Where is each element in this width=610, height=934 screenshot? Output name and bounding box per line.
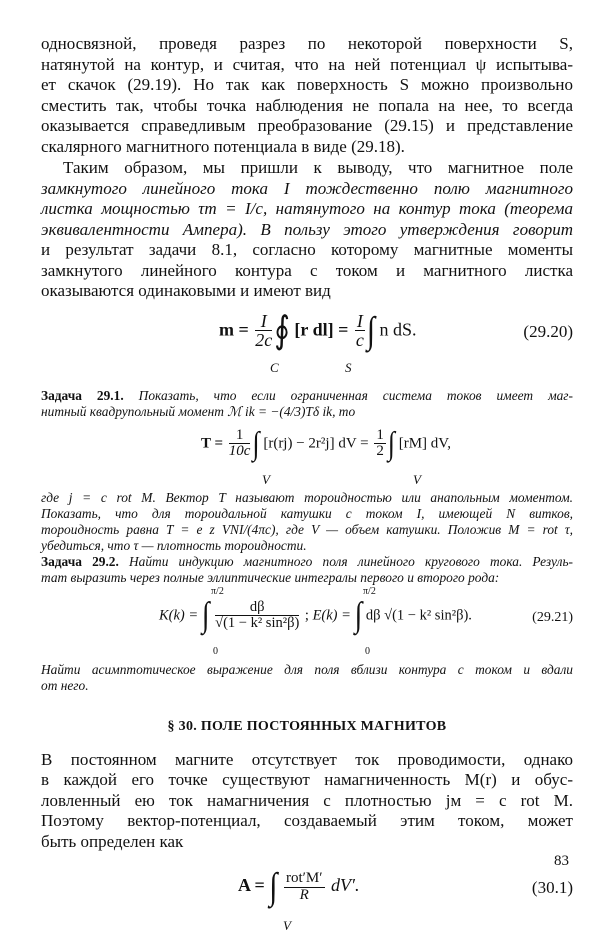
frac-den: R: [299, 886, 309, 903]
integral-limit: 0: [213, 645, 218, 657]
integral-icon: ∫: [252, 425, 260, 462]
text-line: замкнутого линейного тока I тождественно полю магнитного: [41, 178, 573, 198]
frac-den: 2c: [255, 330, 273, 351]
text-line: ет скачок (29.19). Но так как поверхность S можно произвольно: [41, 75, 573, 94]
task-label: Задача 29.1.: [41, 387, 124, 403]
paragraph-1: [41, 34, 573, 157]
integral-icon: ∫: [387, 425, 395, 462]
fraction: [215, 600, 299, 631]
text-line: Показать, что если ограниченная система токов имеет маг-: [123, 387, 573, 403]
integral-icon: ∫: [269, 865, 278, 907]
text-line: натянутой на контур, и считая, что на ней потенциал ψ испытыва-: [41, 54, 573, 74]
task-29-1: [41, 388, 573, 420]
page-number: 83: [554, 853, 569, 869]
text-line: тороидность равна T = e z VNI/(4πc), где V — объем катушки. Положив M = rot τ,: [41, 521, 573, 537]
eq-body: [rM] dV,: [398, 435, 451, 452]
integral-limit: π/2: [211, 585, 224, 597]
fraction: [374, 428, 386, 461]
eq-body: dβ √(1 − k² sin²β).: [365, 606, 472, 623]
integral-limit: C: [270, 359, 279, 375]
frac-num: dβ: [215, 600, 299, 616]
integral-icon: ∫: [354, 595, 363, 635]
eq-body: [r(rj) − 2r²j] dV =: [263, 435, 369, 452]
integral-limit: V: [262, 471, 270, 487]
equation-number: (30.1): [531, 878, 573, 897]
text-line: ловленный ею ток намагничения с плотностью jм = c rot M.: [41, 790, 573, 810]
fraction: [229, 428, 251, 461]
text-line: В постоянном магните отсутствует ток проводимости, однако: [41, 749, 573, 769]
frac-num: I: [356, 310, 363, 331]
equation-body: [238, 865, 360, 907]
eq-lhs: E(k) =: [312, 606, 351, 623]
equation-30-1: [41, 852, 573, 932]
fraction: [284, 871, 325, 904]
contour-integral-icon: ∮: [274, 310, 290, 352]
frac-den: 10c: [228, 443, 251, 460]
task-29-2-end: [41, 662, 573, 694]
text-line: убедиться, что τ — плотность тороидности.: [41, 537, 307, 553]
eq-mid: [r dl] =: [294, 319, 349, 340]
eq-separator: ;: [304, 606, 309, 623]
integral-limit: V: [283, 918, 291, 933]
integral-limit: V: [413, 471, 421, 487]
frac-num: I: [255, 312, 272, 332]
equation-number: (29.21): [532, 609, 573, 625]
equation-number: (29.20): [523, 321, 573, 341]
text-line: быть определен как: [41, 831, 184, 851]
fraction: [355, 312, 365, 351]
integral-icon: ∫: [201, 595, 210, 635]
text-line: скалярного магнитного потенциала в виде (29.18).: [41, 136, 405, 156]
frac-num: 1: [229, 428, 251, 445]
text-line: Поэтому вектор-потенциал, создаваемый этим током, может: [41, 811, 573, 830]
equation-29-21: [41, 586, 573, 662]
frac-den: √(1 − k² sin²β): [215, 615, 300, 631]
eq-tail: n dS.: [379, 319, 417, 340]
equation-body: [219, 309, 417, 352]
fraction: [255, 312, 272, 351]
text-line: нитный квадрупольный момент ℳ ik = −(4/3)Tδ ik, то: [41, 403, 356, 419]
equation-body: [201, 425, 451, 462]
text-line: сместить так, чтобы точка наблюдения не попала на нее, то всегда: [41, 95, 573, 115]
frac-den: 2: [376, 443, 384, 460]
text-line: односвязной, проведя разрез по некоторой поверхности S,: [41, 34, 573, 53]
eq-lhs: m =: [219, 319, 249, 340]
eq-tail: dV′.: [331, 875, 360, 896]
text-line: Таким образом, мы пришли к выводу, что магнитное поле: [63, 158, 573, 177]
task-label: Задача 29.2.: [41, 553, 119, 569]
text-line: Показать, что для тороидальной катушки с током I, имеющей N витков,: [41, 505, 573, 521]
page-body: [41, 34, 573, 932]
paragraph-2: [41, 158, 573, 302]
text-line: эквивалентности Ампера). В пользу этого утверждения говорит: [41, 219, 573, 239]
text-line: оказываются одинаковыми и имеют вид: [41, 281, 331, 300]
text-line: Найти индукцию магнитного поля линейного кругового тока. Резуль-: [118, 553, 573, 569]
equation-body: [159, 595, 472, 635]
eq-lhs: A =: [238, 875, 265, 896]
integral-icon: ∫: [366, 309, 376, 351]
integral-limit: 0: [365, 645, 370, 657]
integral-limit: π/2: [363, 585, 376, 597]
text-line: от него.: [41, 677, 89, 693]
frac-num: 1: [376, 426, 384, 443]
text-line: листка мощностью τm = I/c, натянутого на контур тока (теорема: [41, 199, 573, 218]
frac-den: c: [355, 330, 364, 351]
text-line: и результат задачи 8.1, согласно которому магнитные моменты: [41, 240, 573, 259]
text-line: Найти асимптотическое выражение для поля вблизи контура с током и вдали: [41, 661, 573, 677]
equation-toroidal-moment: [41, 420, 573, 490]
text-line: замкнутого линейного контура с током и магнитного листка: [41, 260, 573, 280]
integral-limit: S: [345, 359, 352, 375]
eq-lhs: K(k) =: [159, 606, 199, 623]
equation-29-20: [41, 302, 573, 378]
text-line: где j = c rot M. Вектор T называют тороидностью или анапольным моментом.: [41, 489, 573, 505]
frac-num: rot′M′: [285, 869, 323, 886]
eq-lhs: T =: [201, 435, 224, 452]
text-line: тат выразить через полные эллиптические интегралы первого и второго рода:: [41, 569, 500, 585]
task-29-2: [41, 554, 573, 586]
text-line: в каждой его точке существуют намагниченность M(r) и обус-: [41, 770, 573, 789]
section-heading: § 30. ПОЛЕ ПОСТОЯННЫХ МАГНИТОВ: [167, 718, 447, 734]
paragraph-3: [41, 750, 573, 853]
text-line: оказывается справедливым преобразование (29.15) и представление: [41, 116, 573, 135]
task-29-1-continued: [41, 490, 573, 554]
